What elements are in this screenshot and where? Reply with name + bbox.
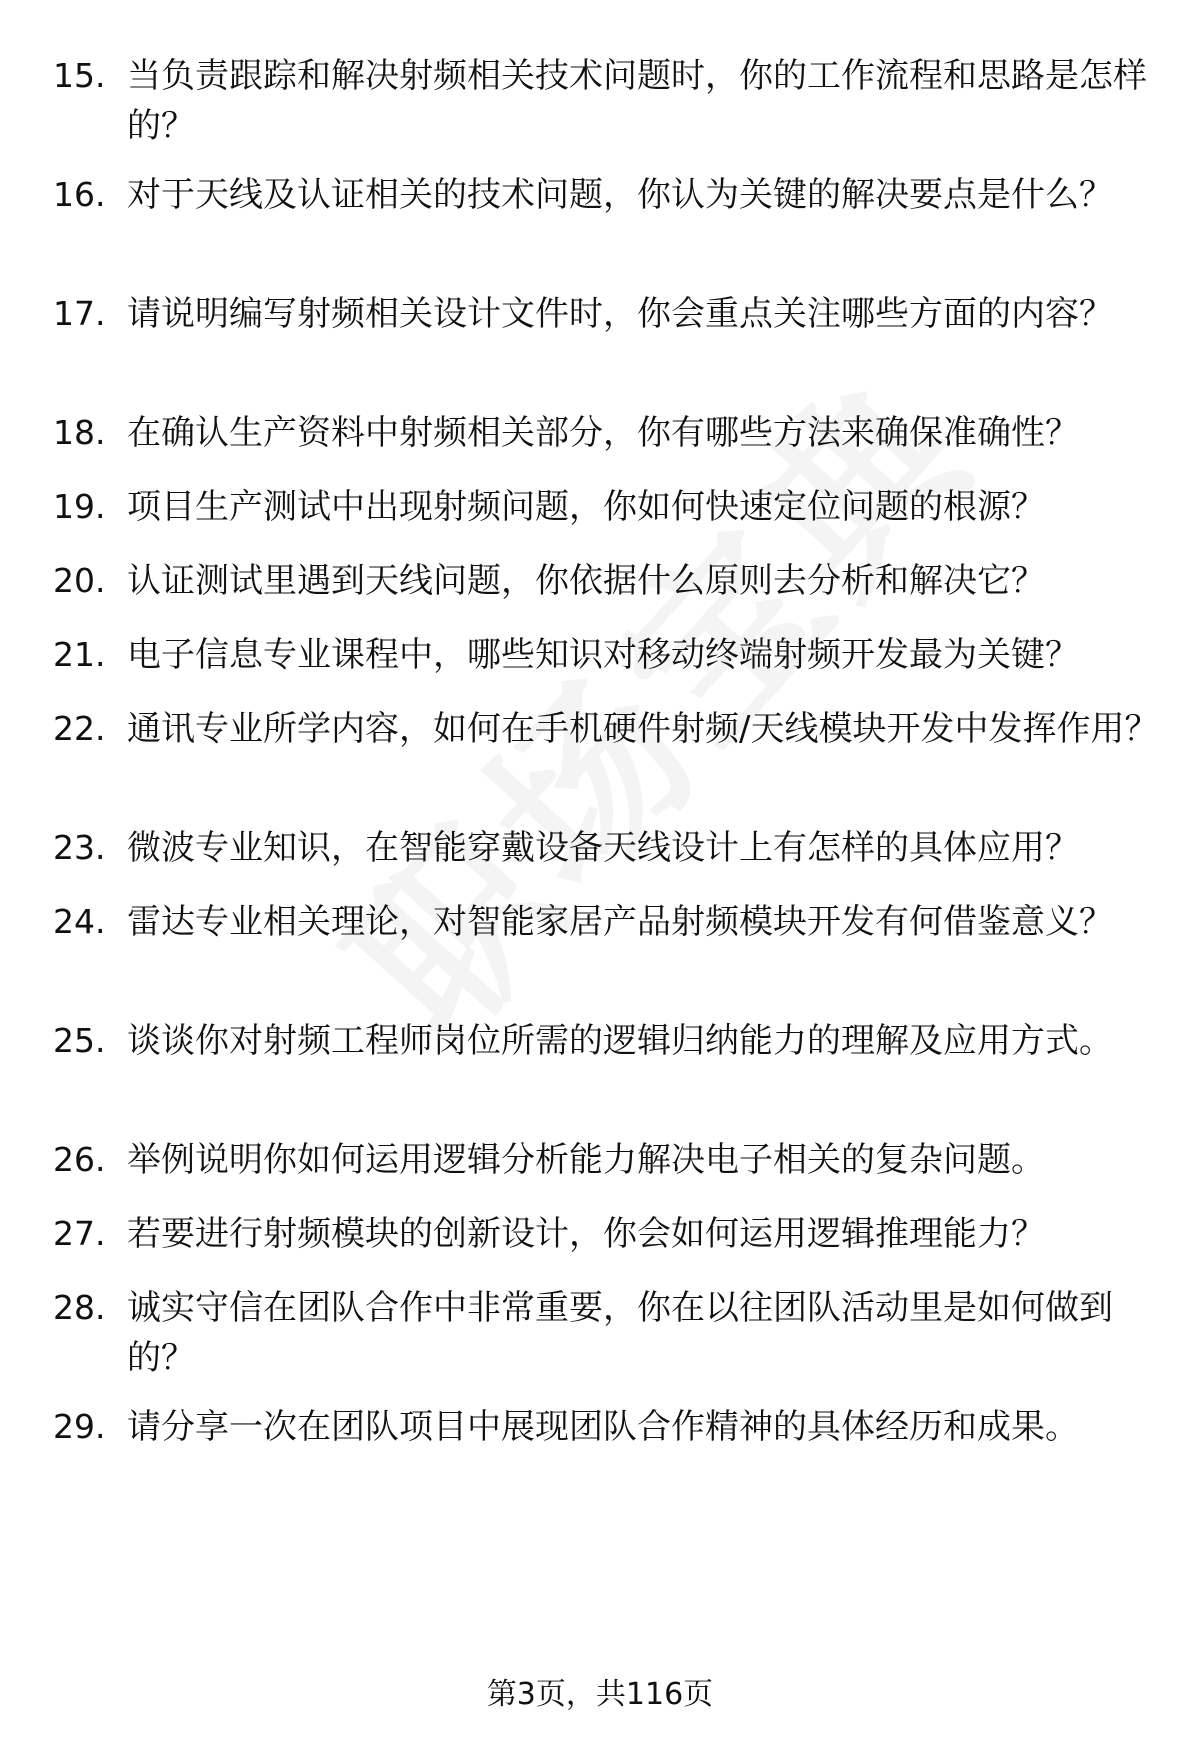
- question-text: 当负责跟踪和解决射频相关技术问题时，你的工作流程和思路是怎样的？: [127, 56, 1147, 146]
- question-number: 28.: [53, 1288, 106, 1327]
- question-number: 17.: [53, 294, 106, 333]
- question-number: 22.: [53, 709, 106, 748]
- question-text: 举例说明你如何运用逻辑分析能力解决电子相关的复杂问题。: [127, 1140, 1045, 1180]
- question-number: 21.: [53, 635, 106, 674]
- question-number: 27.: [53, 1214, 106, 1253]
- question-number: 29.: [53, 1407, 106, 1446]
- question-text: 谈谈你对射频工程师岗位所需的逻辑归纳能力的理解及应用方式。: [127, 1021, 1113, 1061]
- question-number: 15.: [53, 56, 106, 95]
- question-text: 认证测试里遇到天线问题，你依据什么原则去分析和解决它？: [127, 561, 1045, 601]
- question-text: 雷达专业相关理论，对智能家居产品射频模块开发有何借鉴意义？: [127, 902, 1113, 942]
- question-text: 在确认生产资料中射频相关部分，你有哪些方法来确保准确性？: [127, 413, 1079, 453]
- question-text: 诚实守信在团队合作中非常重要，你在以往团队活动里是如何做到的？: [127, 1288, 1113, 1378]
- question-number: 23.: [53, 828, 106, 867]
- question-text: 项目生产测试中出现射频问题，你如何快速定位问题的根源？: [127, 487, 1045, 527]
- question-text: 微波专业知识，在智能穿戴设备天线设计上有怎样的具体应用？: [127, 828, 1079, 868]
- question-text: 通讯专业所学内容，如何在手机硬件射频/天线模块开发中发挥作用？: [127, 709, 1159, 749]
- question-text: 若要进行射频模块的创新设计，你会如何运用逻辑推理能力？: [127, 1214, 1045, 1254]
- question-number: 20.: [53, 561, 106, 600]
- question-number: 16.: [53, 175, 106, 214]
- question-text: 请说明编写射频相关设计文件时，你会重点关注哪些方面的内容？: [127, 294, 1113, 334]
- page-number-footer: 第3页，共116页: [486, 1677, 714, 1712]
- question-number: 18.: [53, 413, 106, 452]
- question-text: 请分享一次在团队项目中展现团队合作精神的具体经历和成果。: [127, 1407, 1079, 1447]
- question-number: 25.: [53, 1021, 106, 1060]
- question-text: 电子信息专业课程中，哪些知识对移动终端射频开发最为关键？: [127, 635, 1079, 675]
- question-number: 26.: [53, 1140, 106, 1179]
- question-number: 19.: [53, 487, 106, 526]
- question-number: 24.: [53, 902, 106, 941]
- question-text: 对于天线及认证相关的技术问题，你认为关键的解决要点是什么？: [127, 175, 1113, 215]
